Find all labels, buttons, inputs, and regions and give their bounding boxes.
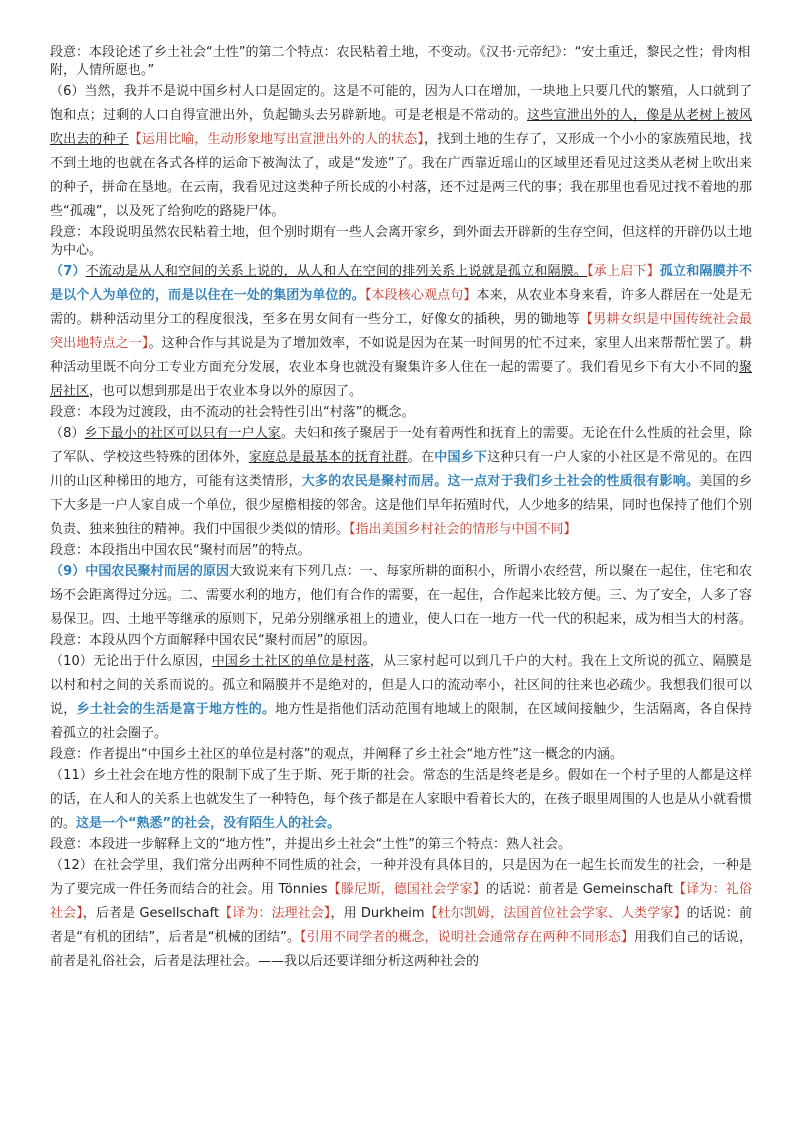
underlined-text: 不流动是从人和空间的关系上说的，从人和人在空间的排列关系上说就是孤立和隔膜。 [85,264,588,279]
emphasized-text: 这是一个“熟悉”的社会，没有陌生人的社会。 [76,816,341,831]
annotation: 【译为：法理社会】 [219,906,331,921]
body-text: 。在 [407,450,435,465]
annotation: 【承上启下】 [587,264,660,279]
summary-paragraph: 段意：本段进一步解释上文的“地方性”，并提出乡土社会“土性”的第三个特点：熟人社会。 [50,837,571,852]
body-text: 大致说来有下列几点：一、每家所耕的面积小，所谓小农经营，所以聚在一起住，住宅和农场不会距离得过分远。二、需要水利的地方，他们有合作的需要，在一起住，合作起来比较方便。三、为了安全，人多了容易保卫。四、土地平等继承的原则下，兄弟分别继承祖上的遗业，使人口在一地方一代一代的积起来，成为相当大的村落。 [50,564,753,627]
paragraph-number: （8） [50,426,85,441]
annotation: 【译为：礼俗社会】 [50,882,752,921]
emphasized-text: 孤立和隔膜并不是以个人为单位的，而是以住在一处的集团为单位的。 [50,264,752,303]
annotation: 【本段核心观点句】 [364,288,477,303]
summary-paragraph: 段意：本段为过渡段，由不流动的社会特性引出“村落”的概念。 [50,405,415,420]
underlined-text: 聚居社区 [50,360,752,399]
underlined-text: 这些宣泄出外的人，像是从老树上被风吹出去的种子 [50,108,752,147]
body-text: 乡土社会在地方性的限制下成了生于斯、死于斯的社会。常态的生活是终老是乡。假如在一个村子里的人都是这样的话，在人和人的关系上也就发生了一种特色，每个孩子都是在人家眼中看着长大的，在孩子眼里周围的人也是从小就看惯的。 [50,768,753,831]
paragraph-12 [50,854,752,974]
body-text: 的话说：前者是“有机的团结”，后者是“机械的团结”。 [50,906,752,945]
underlined-text: 家庭总是最基本的抚育社群 [248,450,408,465]
body-text: 当然，我并不是说中国乡村人口是固定的。这是不可能的，因为人口在增加，一块地上只要几代的繁殖，人口就到了饱和点；过剩的人口自得宣泄出外，负起锄头去另辟新地。可是老根是不常动的。 [50,84,752,123]
paragraph-9 [50,560,752,632]
annotation: 【指出美国乡村社会的情形与中国不同】 [349,522,577,537]
summary-paragraph: 段意：本段说明虽然农民粘着土地，但个别时期有一些人会离开家乡，到外面去开辟新的生存空间，但这样的开辟仍以土地为中心。 [50,225,753,258]
body-text: 这种只有一户人家的小社区是不常见的。在四川的山区种梯田的地方，可能有这类情形， [50,450,752,489]
body-text: 在社会学里，我们常分出两种不同性质的社会，一种并没有具体目的，只是因为在一起生长而发生的社会，一种是为了要完成一件任务而结合的社会。用 Tönnies [50,858,752,897]
body-text: 美国的乡下大多是一户人家自成一个单位，很少屋檐相接的邻舍。这是他们早年拓殖时代，人少地多的结果，同时也保持了他们个别负责、独来独往的精神。我们中国很少类似的情形。 [50,474,753,537]
body-text: ，后者是 Gesellschaft [82,906,220,921]
underlined-text: 中国乡土社区的单位是村落 [211,654,370,669]
summary-paragraph: 段意：本段从四个方面解释中国农民“聚村而居”的原因。 [50,633,376,648]
body-text: ，也可以想到那是出于农业本身以外的原因了。 [89,384,363,399]
body-text: ，从三家村起可以到几千户的大村。我在上文所说的孤立、隔膜是以村和村之间的关系而说的。孤立和隔膜并不是绝对的，但是人口的流动率小，社区间的往来也必疏少。我想我们很可以说， [50,654,752,717]
emphasized-text: 中国乡下 [434,450,488,465]
body-text: 用我们自己的话说，前者是礼俗社会，后者是法理社会。——我以后还要详细分析这两种社会的 [50,930,752,969]
paragraph-number: （7） [50,264,86,279]
body-text: ，找到土地的生存了，又形成一个小小的家族殖民地，找不到土地的也就在各式各样的运命下被淘汰了，或是“发迹”了。我在广西靠近瑶山的区域里还看见过这类从老树上吹出来的种子，拼命在垦地。在云南，我看见过这类种子所长成的小村落，还不过是两三代的事；我在那里也看见过找不着地的那些“孤魂”，以及死了给狗吃的路毙尸体。 [50,132,753,219]
annotation: 【杜尔凯姆，法国首位社会学家、人类学家】 [424,906,687,921]
paragraph-8 [50,422,752,542]
annotation: 【运用比喻，生动形象地写出宣泄出外的人的状态】 [128,132,425,147]
body-text: 。这种合作与其说是为了增加效率，不如说是因为在某一时间男的忙不过来，家里人出来帮帮忙罢了。耕种活动里既不向分工专业方面充分发展，农业本身也就没有聚集许多人住在一起的需要了。我们看见乡下有大小不同的 [50,336,752,375]
paragraph-7 [50,260,752,404]
summary-paragraph: 段意：本段论述了乡土社会“土性”的第二个特点：农民粘着土地，不变动。《汉书·元帝纪》：“安土重迁，黎民之性；骨肉相附，人情所愿也。” [50,45,751,78]
paragraph-number: （9） [50,564,86,579]
body-text: 。夫妇和孩子聚居于一处有着两性和抚育上的需要。无论在什么性质的社会里，除了军队、学校这些特殊的团体外， [50,426,752,465]
paragraph-number: （10） [50,654,94,669]
annotation: 【引用不同学者的概念，说明社会通常存在两种不同形态】 [300,930,635,945]
paragraph-6 [50,80,752,224]
body-text: 本来，从农业本身来看，许多人群居在一处是无需的。耕种活动里分工的程度很浅，至多在男女间有一些分工，好像女的插秧，男的锄地等 [50,288,752,327]
annotation: 【滕尼斯，德国社会学家】 [327,882,487,897]
emphasized-text: 大多的农民是聚村而居。这一点对于我们乡土社会的性质很有影响。 [301,474,700,489]
emphasized-text: 中国农民聚村而居的原因 [85,564,230,579]
annotation: 【男耕女织是中国传统社会最突出地特点之一】 [50,312,752,351]
paragraph-10 [50,650,752,746]
summary-paragraph: 段意：本段指出中国农民“聚村而居”的特点。 [50,543,311,558]
paragraph-11 [50,764,752,836]
paragraph-number: （6） [50,84,85,99]
paragraph-number: （11） [50,768,94,783]
body-text: 无论出于什么原因， [93,654,212,669]
body-text: 的话说：前者是 Gemeinschaft [486,882,673,897]
summary-paragraph: 段意：作者提出“中国乡土社区的单位是村落”的观点，并阐释了乡土社会“地方性”这一概念的内涵。 [50,747,623,762]
body-text: ，用 Durkheim [330,906,425,921]
underlined-text: 乡下最小的社区可以只有一户人家 [84,426,281,441]
emphasized-text: 乡土社会的生活是富于地方性的。 [76,702,276,717]
document-page [50,44,752,974]
body-text: 地方性是指他们活动范围有地域上的限制，在区域间接触少，生活隔离，各自保持着孤立的社会圈子。 [50,702,752,741]
paragraph-number: （12） [50,858,94,873]
